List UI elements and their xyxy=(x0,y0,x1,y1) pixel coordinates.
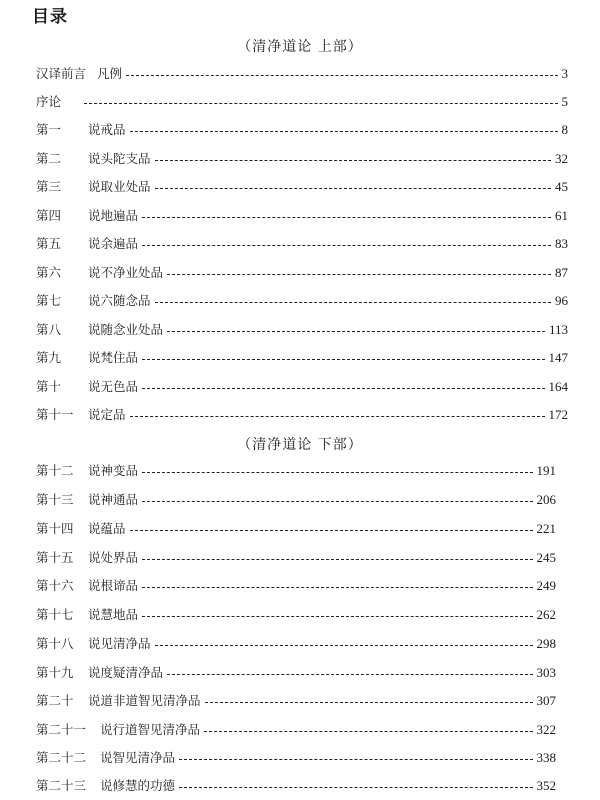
dot-leader xyxy=(155,160,551,161)
toc-entry-number: 序论 xyxy=(36,94,62,109)
toc-entry[interactable] xyxy=(36,519,556,539)
toc-entry-title: 说地遍品 xyxy=(88,208,139,223)
toc-entry-number: 第九 xyxy=(36,350,62,365)
toc-entry-number: 第五 xyxy=(36,236,62,251)
dot-leader xyxy=(130,131,558,132)
dot-leader xyxy=(179,787,532,788)
dot-leader xyxy=(142,559,532,560)
toc-entry[interactable] xyxy=(36,490,556,510)
toc-entry-page: 83 xyxy=(555,236,568,251)
toc-entry-number: 第十六 xyxy=(36,578,74,593)
toc-entry[interactable] xyxy=(36,605,556,625)
toc-entry-page: 245 xyxy=(536,550,556,565)
toc-entry-title: 说度疑清净品 xyxy=(88,665,164,680)
toc-entry[interactable] xyxy=(36,348,568,368)
toc-entry[interactable] xyxy=(36,461,556,481)
toc-entry[interactable] xyxy=(36,291,568,311)
toc-entry-title: 说见清净品 xyxy=(88,636,151,651)
toc-entry[interactable] xyxy=(36,263,568,283)
toc-entry-title: 说头陀支品 xyxy=(88,151,151,166)
toc-entry-number: 第八 xyxy=(36,322,62,337)
toc-entry-title: 凡例 xyxy=(97,66,123,81)
toc-entry-number: 第十一 xyxy=(36,407,74,422)
toc-entry-number: 第七 xyxy=(36,293,62,308)
toc-entry[interactable] xyxy=(36,776,556,796)
toc-entry-page: 32 xyxy=(555,151,568,166)
toc-entry-number: 第十三 xyxy=(36,492,74,507)
toc-entry-title: 说处界品 xyxy=(88,550,139,565)
toc-entry-number: 第十二 xyxy=(36,463,74,478)
toc-entry-title: 说戒品 xyxy=(88,122,126,137)
toc-entry[interactable] xyxy=(36,320,568,340)
dot-leader xyxy=(130,530,533,531)
toc-entry-page: 191 xyxy=(536,463,556,478)
toc-entry-title: 说智见清净品 xyxy=(100,750,176,765)
dot-leader xyxy=(130,416,545,417)
toc-entry-number: 第六 xyxy=(36,265,62,280)
toc-entry-page: 307 xyxy=(536,693,556,708)
toc-entry[interactable] xyxy=(36,548,556,568)
toc-entry[interactable] xyxy=(36,92,568,112)
toc-entry[interactable] xyxy=(36,64,568,84)
toc-entry[interactable] xyxy=(36,206,568,226)
toc-entry-number: 第十 xyxy=(36,379,62,394)
dot-leader xyxy=(142,501,532,502)
toc-entry-title: 说梵住品 xyxy=(88,350,139,365)
toc-entry-number: 第二十一 xyxy=(36,722,87,737)
toc-entry-page: 249 xyxy=(536,578,556,593)
toc-entry-page: 352 xyxy=(536,778,556,793)
toc-entry[interactable] xyxy=(36,720,556,740)
toc-entry-number: 汉译前言 xyxy=(36,66,87,81)
toc-entry-number: 第十八 xyxy=(36,636,74,651)
toc-entry-title: 说六随念品 xyxy=(88,293,151,308)
toc-entry-number: 第三 xyxy=(36,179,62,194)
toc-entry-number: 第十七 xyxy=(36,607,74,622)
toc-entry-page: 206 xyxy=(536,492,556,507)
toc-entry-page: 5 xyxy=(561,94,568,109)
toc-entry[interactable] xyxy=(36,120,568,140)
dot-leader xyxy=(126,75,557,76)
toc-entry-page: 221 xyxy=(536,521,556,536)
dot-leader xyxy=(142,388,544,389)
toc-entry-page: 303 xyxy=(536,665,556,680)
toc-entry[interactable] xyxy=(36,663,556,683)
toc-entry-page: 298 xyxy=(536,636,556,651)
toc-entry-page: 164 xyxy=(548,379,568,394)
dot-leader xyxy=(84,103,558,104)
dot-leader xyxy=(155,302,551,303)
page-title: 目录 xyxy=(32,7,68,27)
toc-entry[interactable] xyxy=(36,177,568,197)
dot-leader xyxy=(167,274,551,275)
section-title-lower: （清净道论 下部） xyxy=(237,437,363,453)
toc-entry-page: 322 xyxy=(536,722,556,737)
dot-leader xyxy=(155,645,533,646)
toc-entry-title: 说神变品 xyxy=(88,463,139,478)
toc-entry[interactable] xyxy=(36,234,568,254)
toc-entry-page: 113 xyxy=(548,322,568,337)
dot-leader xyxy=(205,702,533,703)
dot-leader xyxy=(142,587,532,588)
toc-entry-title: 说取业处品 xyxy=(88,179,151,194)
toc-entry-page: 87 xyxy=(555,265,568,280)
toc-entry[interactable] xyxy=(36,748,556,768)
toc-entry-number: 第一 xyxy=(36,122,62,137)
dot-leader xyxy=(142,217,551,218)
toc-entry-title: 说随念业处品 xyxy=(88,322,164,337)
toc-entry-number: 第十四 xyxy=(36,521,74,536)
dot-leader xyxy=(142,245,551,246)
toc-entry-title: 说修慧的功德 xyxy=(100,778,176,793)
toc-entry-page: 61 xyxy=(555,208,568,223)
section-title-upper: （清净道论 上部） xyxy=(237,39,363,55)
dot-leader xyxy=(142,359,544,360)
toc-entry[interactable] xyxy=(36,634,556,654)
toc-entry-title: 说无色品 xyxy=(88,379,139,394)
toc-entry-number: 第十五 xyxy=(36,550,74,565)
dot-leader xyxy=(204,731,532,732)
dot-leader xyxy=(155,188,551,189)
toc-entry-number: 第十九 xyxy=(36,665,74,680)
toc-entry[interactable] xyxy=(36,576,556,596)
toc-entry[interactable] xyxy=(36,149,568,169)
toc-entry-page: 338 xyxy=(536,750,556,765)
toc-entry-title: 说慧地品 xyxy=(88,607,139,622)
toc-entry[interactable] xyxy=(36,691,556,711)
toc-entry-title: 说神通品 xyxy=(88,492,139,507)
toc-entry-page: 262 xyxy=(536,607,556,622)
toc-entry-page: 147 xyxy=(548,350,568,365)
toc-entry-number: 第二十 xyxy=(36,693,74,708)
toc-entry-number: 第二十二 xyxy=(36,750,87,765)
toc-entry-title: 说不净业处品 xyxy=(88,265,164,280)
toc-entry-title: 说根谛品 xyxy=(88,578,139,593)
dot-leader xyxy=(142,616,532,617)
toc-entry-title: 说行道智见清净品 xyxy=(100,722,201,737)
toc-entry-title: 说定品 xyxy=(88,407,126,422)
toc-entry-page: 3 xyxy=(561,66,568,81)
toc-entry-title: 说蕴品 xyxy=(88,521,126,536)
toc-entry-number: 第二十三 xyxy=(36,778,87,793)
toc-entry-number: 第四 xyxy=(36,208,62,223)
dot-leader xyxy=(167,674,532,675)
toc-entry-page: 8 xyxy=(561,122,568,137)
dot-leader xyxy=(179,759,532,760)
dot-leader xyxy=(167,331,545,332)
toc-entry-page: 172 xyxy=(548,407,568,422)
toc-entry[interactable] xyxy=(36,377,568,397)
toc-entry-number: 第二 xyxy=(36,151,62,166)
toc-entry-page: 45 xyxy=(555,179,568,194)
toc-entry-title: 说余遍品 xyxy=(88,236,139,251)
toc-entry-title: 说道非道智见清净品 xyxy=(88,693,201,708)
dot-leader xyxy=(142,472,532,473)
toc-entry-page: 96 xyxy=(555,293,568,308)
toc-entry[interactable] xyxy=(36,405,568,425)
